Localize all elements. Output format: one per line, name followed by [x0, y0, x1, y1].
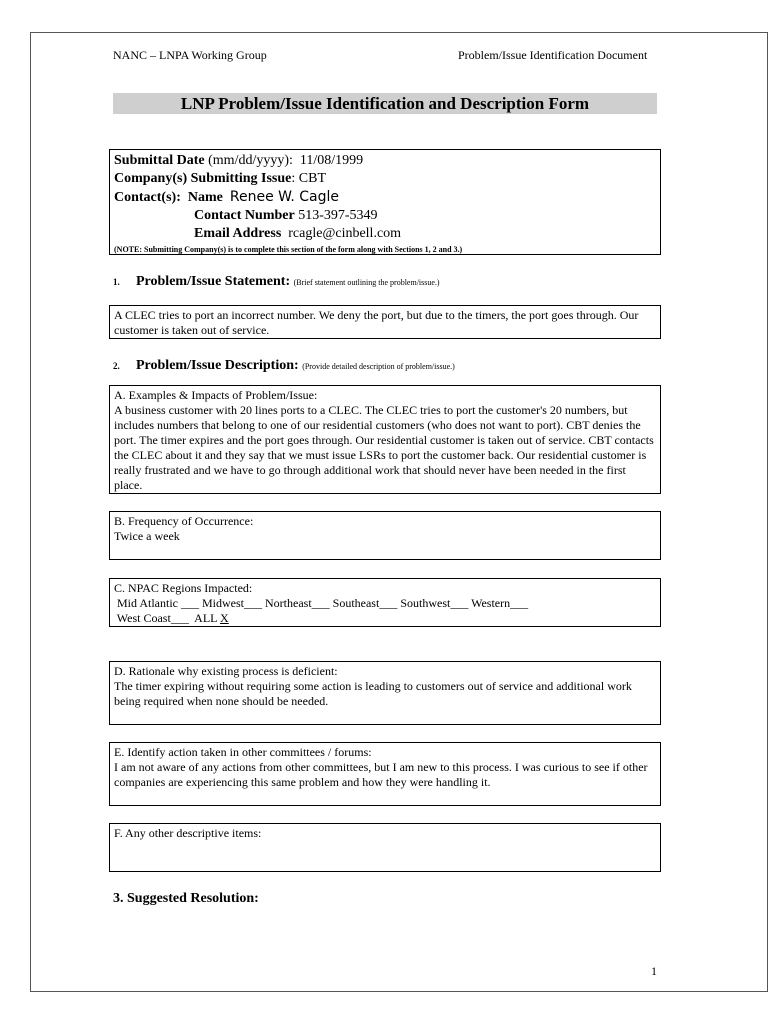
- suggested-resolution-heading: 3. Suggested Resolution:: [113, 891, 259, 906]
- header-right: Problem/Issue Identification Document: [458, 48, 648, 62]
- rationale-box: [109, 661, 661, 725]
- submittal-date-format: (mm/dd/yyyy):: [208, 153, 293, 168]
- regions-all-mark: X: [220, 611, 229, 625]
- name-label: Name: [187, 190, 223, 205]
- frequency-box: [109, 511, 661, 560]
- submittal-box: Submittal Date (mm/dd/yyyy): 11/08/1999 Company(s) Submitting Issue: CBT Contact(s): Name Renee W. Cagle Contact Number 513-397-5349 Email Address rcagle@cinbell.com (NOTE: Submitting Company(s) is to complete this section of the form along with Sections 1, 2 and 3.): [109, 149, 661, 255]
- company-value: CBT: [298, 171, 326, 186]
- section2-hint: (Provide detailed description of problem/issue.): [302, 362, 455, 371]
- other-committees-label: E. Identify action taken in other committees / forums:: [114, 745, 372, 759]
- section1-heading: [113, 274, 440, 290]
- regions-box: [109, 578, 661, 627]
- examples-impacts-text: A business customer with 20 lines ports to a CLEC. The CLEC tries to port the customer's 20 numbers, but includes numbers that belong to one of our residential customers (who does not want to port). CBT denies the port. The timer expires and the port goes through. Our residential customer is taken out of service. CBT contacts the CLEC about it and they say that we must issue LSRs to port the customer back. Our residential customer is really frustrated and we have to go through additional work that should never have been needed in the first place.: [114, 403, 654, 492]
- regions-line1: Mid Atlantic ___ Midwest___ Northeast___ Southeast___ Southwest___ Western___: [114, 596, 529, 610]
- other-items-label: F. Any other descriptive items:: [114, 826, 262, 840]
- contacts-label: Contact(s):: [114, 190, 181, 205]
- submittal-date-label: Submittal Date: [114, 153, 205, 168]
- frequency-label: B. Frequency of Occurrence:: [114, 514, 254, 528]
- contact-number-value: 513-397-5349: [298, 208, 378, 223]
- frequency-text: Twice a week: [114, 529, 180, 543]
- regions-label: C. NPAC Regions Impacted:: [114, 581, 253, 595]
- section2-heading: [113, 358, 455, 374]
- submittal-note: (NOTE: Submitting Company(s) is to complete this section of the form along with Sections 1, 2 and 3.): [114, 245, 463, 254]
- examples-impacts-box: [109, 385, 661, 494]
- problem-statement-box: [109, 305, 661, 339]
- section1-number: 1.: [113, 277, 120, 287]
- problem-statement-text: A CLEC tries to port an incorrect number. We deny the port, but due to the timers, the port goes through. Our customer is taken out of service.: [114, 308, 639, 337]
- other-items-box: [109, 823, 661, 872]
- form-title: LNP Problem/Issue Identification and Description Form: [113, 93, 657, 114]
- regions-line2-prefix: West Coast___ ALL: [114, 611, 221, 625]
- section2-title: Problem/Issue Description:: [136, 358, 299, 373]
- rationale-label: D. Rationale why existing process is deficient:: [114, 664, 338, 678]
- email-label: Email Address: [194, 226, 282, 241]
- page-number: 1: [651, 964, 657, 978]
- examples-impacts-label: A. Examples & Impacts of Problem/Issue:: [114, 388, 318, 402]
- other-committees-text: I am not aware of any actions from other committees, but I am new to this process. I was curious to see if other companies are experiencing this same problem and how they were handling it.: [114, 760, 648, 789]
- section2-number: 2.: [113, 361, 120, 371]
- email-value: rcagle@cinbell.com: [288, 226, 402, 241]
- header-left: NANC – LNPA Working Group: [113, 48, 267, 62]
- other-committees-box: [109, 742, 661, 806]
- rationale-text: The timer expiring without requiring some action is leading to customers out of service and additional work being required when none should be needed.: [114, 679, 632, 708]
- company-label: Company(s) Submitting Issue: [114, 171, 292, 186]
- regions-line2: [114, 611, 656, 626]
- name-value: Renee W. Cagle: [229, 189, 340, 205]
- section1-title: Problem/Issue Statement:: [136, 274, 291, 289]
- section1-hint: (Brief statement outlining the problem/issue.): [293, 278, 440, 287]
- submittal-date-value: 11/08/1999: [299, 153, 364, 168]
- contact-number-label: Contact Number: [194, 208, 295, 223]
